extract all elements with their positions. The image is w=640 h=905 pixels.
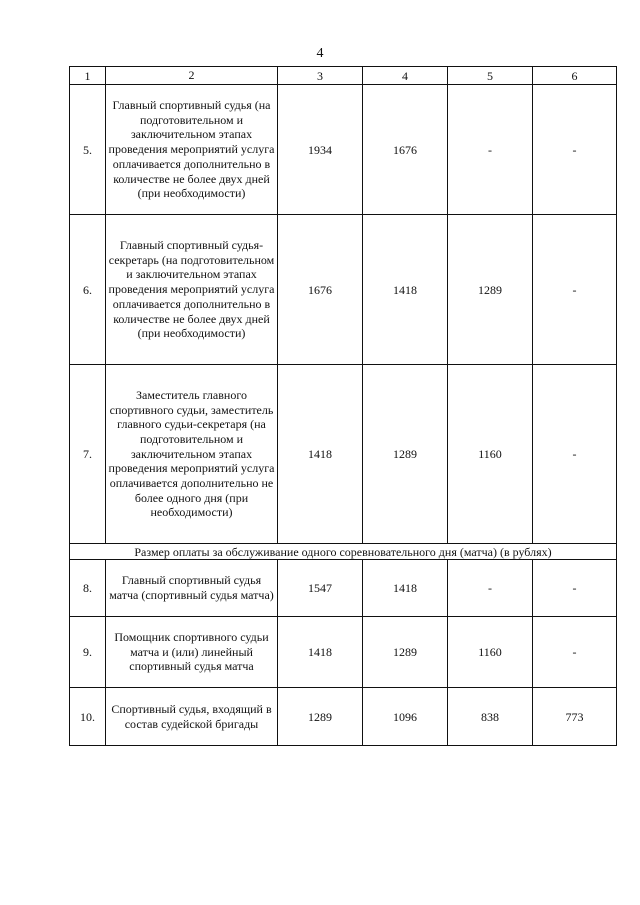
section-row <box>70 544 617 560</box>
value-col-5: - <box>448 85 533 215</box>
table-row <box>70 617 617 688</box>
header-cell-1: 1 <box>70 67 106 85</box>
value-col-4: 1096 <box>363 688 448 746</box>
value-col-4: 1418 <box>363 560 448 617</box>
position-name: Помощник спортивного судьи матча и (или) линейный спортивный судья матча <box>106 617 278 688</box>
row-number: 8. <box>70 560 106 617</box>
position-name: Главный спортивный судья (на подготовительном и заключительном этапах проведения мероприятий услуга оплачивается дополнительно в количестве не более двух дней (при необходимости) <box>106 85 278 215</box>
value-col-5: 1160 <box>448 617 533 688</box>
value-col-3: 1289 <box>278 688 363 746</box>
value-col-6: 773 <box>533 688 617 746</box>
row-number: 7. <box>70 365 106 544</box>
table-row <box>70 688 617 746</box>
fee-table <box>69 66 617 746</box>
row-number: 10. <box>70 688 106 746</box>
table-row <box>70 365 617 544</box>
row-number: 6. <box>70 215 106 365</box>
value-col-4: 1289 <box>363 617 448 688</box>
value-col-6: - <box>533 617 617 688</box>
position-name: Заместитель главного спортивного судьи, заместитель главного судьи-секретаря (на подготовительном и заключительном этапах проведения мероприятий услуга оплачивается дополнительно не более одного дня (при необходимости) <box>106 365 278 544</box>
value-col-6: - <box>533 85 617 215</box>
header-cell-2: 2 <box>106 67 278 85</box>
header-cell-3: 3 <box>278 67 363 85</box>
value-col-3: 1418 <box>278 365 363 544</box>
header-cell-5: 5 <box>448 67 533 85</box>
value-col-5: - <box>448 560 533 617</box>
value-col-4: 1676 <box>363 85 448 215</box>
position-name: Главный спортивный судья-секретарь (на подготовительном и заключительном этапах проведения мероприятий услуга оплачивается дополнительно в количестве не более двух дней (при необходимости) <box>106 215 278 365</box>
position-name: Главный спортивный судья матча (спортивный судья матча) <box>106 560 278 617</box>
value-col-5: 1160 <box>448 365 533 544</box>
position-name: Спортивный судья, входящий в состав судейской бригады <box>106 688 278 746</box>
value-col-3: 1676 <box>278 215 363 365</box>
header-cell-4: 4 <box>363 67 448 85</box>
value-col-4: 1418 <box>363 215 448 365</box>
value-col-5: 838 <box>448 688 533 746</box>
row-number: 5. <box>70 85 106 215</box>
row-number: 9. <box>70 617 106 688</box>
value-col-6: - <box>533 365 617 544</box>
value-col-5: 1289 <box>448 215 533 365</box>
value-col-3: 1934 <box>278 85 363 215</box>
table-row <box>70 215 617 365</box>
value-col-3: 1547 <box>278 560 363 617</box>
value-col-3: 1418 <box>278 617 363 688</box>
page-number: 4 <box>316 46 324 61</box>
value-col-6: - <box>533 215 617 365</box>
value-col-6: - <box>533 560 617 617</box>
section-title: Размер оплаты за обслуживание одного соревновательного дня (матча) (в рублях) <box>70 544 617 560</box>
table-row <box>70 560 617 617</box>
header-cell-6: 6 <box>533 67 617 85</box>
table-row <box>70 85 617 215</box>
table-header-row <box>70 67 617 85</box>
value-col-4: 1289 <box>363 365 448 544</box>
